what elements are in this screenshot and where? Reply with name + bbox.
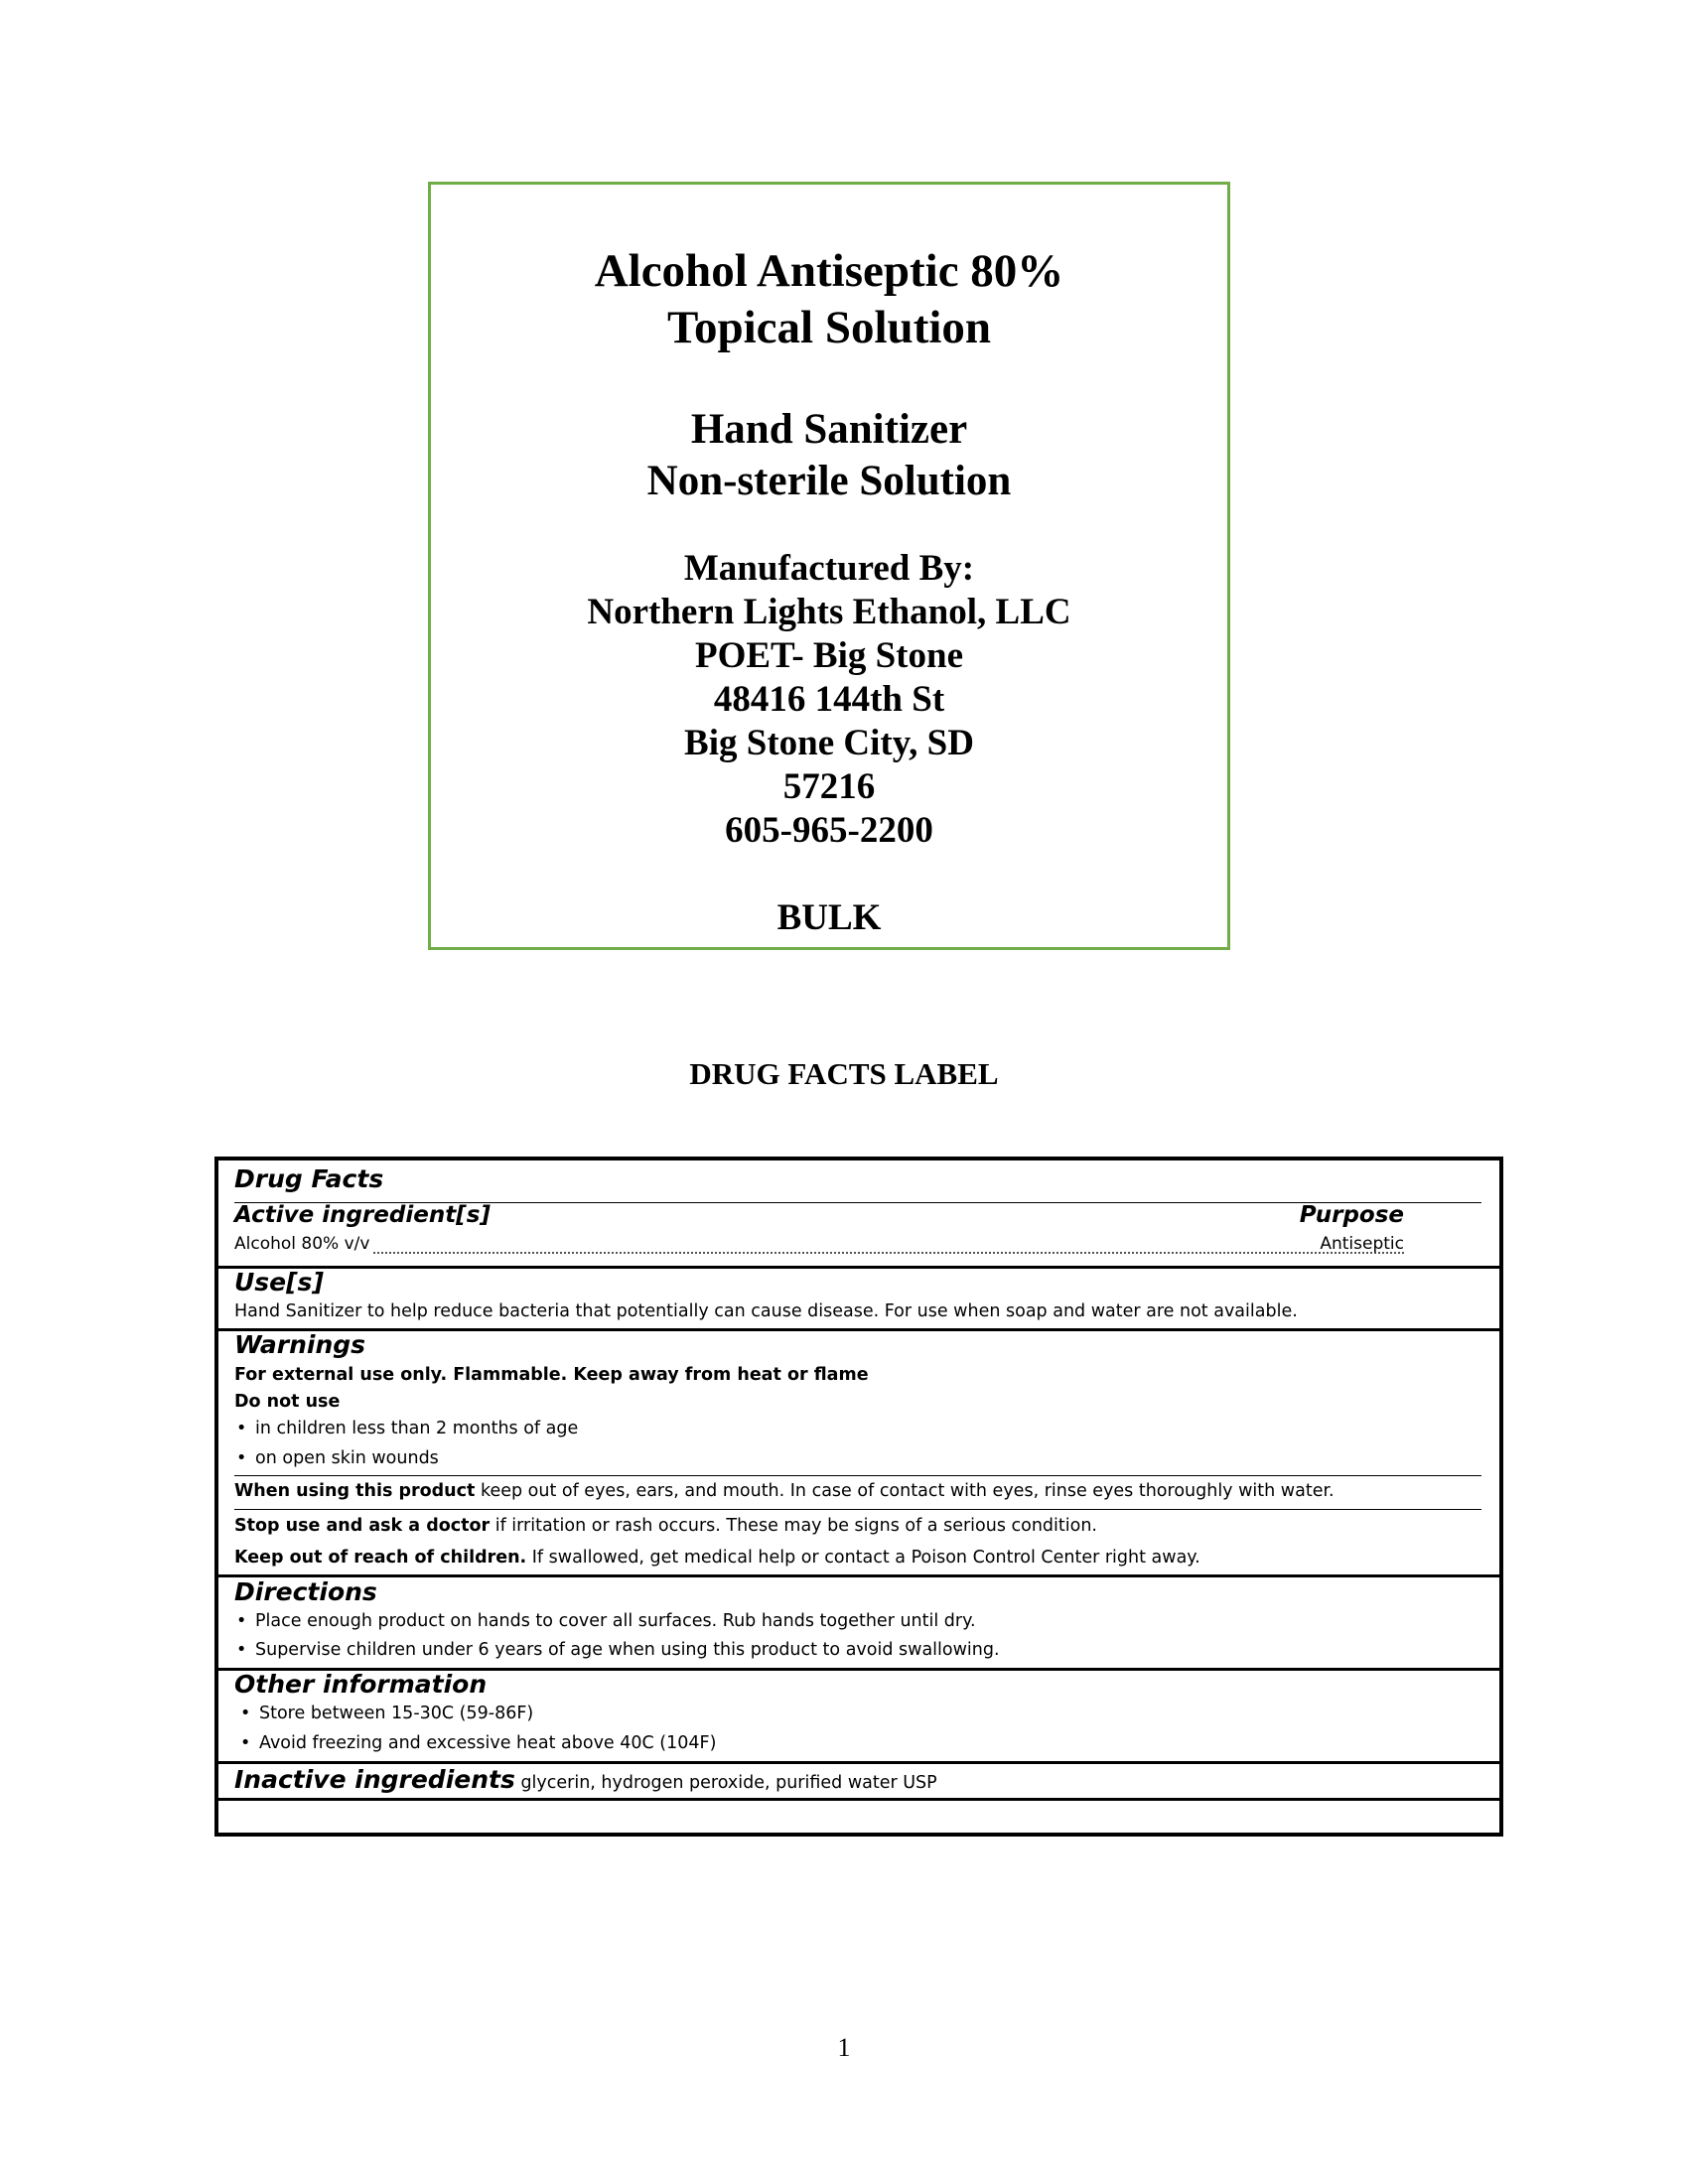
manufacturer-city-state: Big Stone City, SD	[684, 723, 974, 763]
divider	[218, 1761, 1499, 1764]
do-not-use-item: • in children less than 2 months of age	[255, 1419, 578, 1438]
do-not-use-heading: Do not use	[234, 1392, 341, 1412]
keep-out-warning	[234, 1548, 1200, 1568]
purpose-value: Antiseptic	[1320, 1234, 1404, 1254]
stop-use-text: if irritation or rash occurs. These may be signs of a serious condition.	[490, 1516, 1097, 1536]
other-information-item: • Avoid freezing and excessive heat above 40C (104F)	[259, 1733, 716, 1753]
manufacturer-zip: 57216	[782, 766, 876, 807]
manufacturer-company: Northern Lights Ethanol, LLC	[587, 592, 1071, 632]
manufacturer-facility: POET- Big Stone	[694, 635, 964, 676]
external-use-warning: For external use only. Flammable. Keep away from heat or flame	[234, 1365, 869, 1385]
product-name: Alcohol Antiseptic 80%	[594, 245, 1064, 297]
sterility: Non-sterile Solution	[646, 458, 1012, 504]
page-number: 1	[837, 2033, 851, 2062]
directions-heading: Directions	[234, 1577, 377, 1606]
divider	[218, 1798, 1499, 1801]
keep-out-text: If swallowed, get medical help or contact a Poison Control Center right away.	[526, 1548, 1200, 1568]
divider	[218, 1574, 1499, 1577]
other-information-item: • Store between 15-30C (59-86F)	[259, 1704, 533, 1723]
active-ingredient: Alcohol 80% v/v	[234, 1234, 370, 1254]
product-form: Topical Solution	[666, 302, 992, 353]
inactive-ingredients-heading: Inactive ingredients	[234, 1765, 515, 1794]
manufacturer-heading: Manufactured By:	[683, 548, 975, 589]
divider	[234, 1475, 1481, 1476]
do-not-use-item: • on open skin wounds	[255, 1448, 439, 1468]
when-using-text: keep out of eyes, ears, and mouth. In case of contact with eyes, rinse eyes thoroughly with water.	[475, 1481, 1335, 1501]
stop-use-label: Stop use and ask a doctor	[234, 1516, 491, 1536]
directions-item: • Place enough product on hands to cover all surfaces. Rub hands together until dry.	[255, 1611, 976, 1631]
drug-facts-title: Drug Facts	[234, 1164, 384, 1193]
inactive-ingredients	[234, 1765, 937, 1794]
packaging: BULK	[776, 897, 882, 938]
manufacturer-phone: 605-965-2200	[725, 810, 933, 851]
when-using-warning	[234, 1481, 1335, 1501]
purpose-heading: Purpose	[1299, 1202, 1404, 1228]
other-information-heading: Other information	[234, 1670, 488, 1699]
directions-item: • Supervise children under 6 years of age when using this product to avoid swallowing.	[255, 1640, 1000, 1660]
front-label	[428, 182, 1230, 950]
product-type: Hand Sanitizer	[690, 406, 968, 453]
dot-leader	[373, 1252, 1404, 1254]
divider	[218, 1266, 1499, 1269]
divider	[234, 1509, 1481, 1510]
uses-text: Hand Sanitizer to help reduce bacteria that potentially can cause disease. For use when soap and water are not available.	[234, 1301, 1298, 1321]
drug-facts-panel	[214, 1157, 1503, 1837]
inactive-ingredients-text: glycerin, hydrogen peroxide, purified water USP	[514, 1773, 937, 1793]
divider	[218, 1328, 1499, 1331]
keep-out-label: Keep out of reach of children.	[234, 1548, 527, 1568]
stop-use-warning	[234, 1516, 1097, 1536]
when-using-label: When using this product	[234, 1481, 476, 1501]
drug-facts-label-heading: DRUG FACTS LABEL	[689, 1056, 999, 1091]
active-ingredient-heading: Active ingredient[s]	[234, 1202, 491, 1228]
manufacturer-street: 48416 144th St	[713, 679, 945, 720]
uses-heading: Use[s]	[234, 1268, 324, 1297]
warnings-heading: Warnings	[234, 1330, 366, 1359]
